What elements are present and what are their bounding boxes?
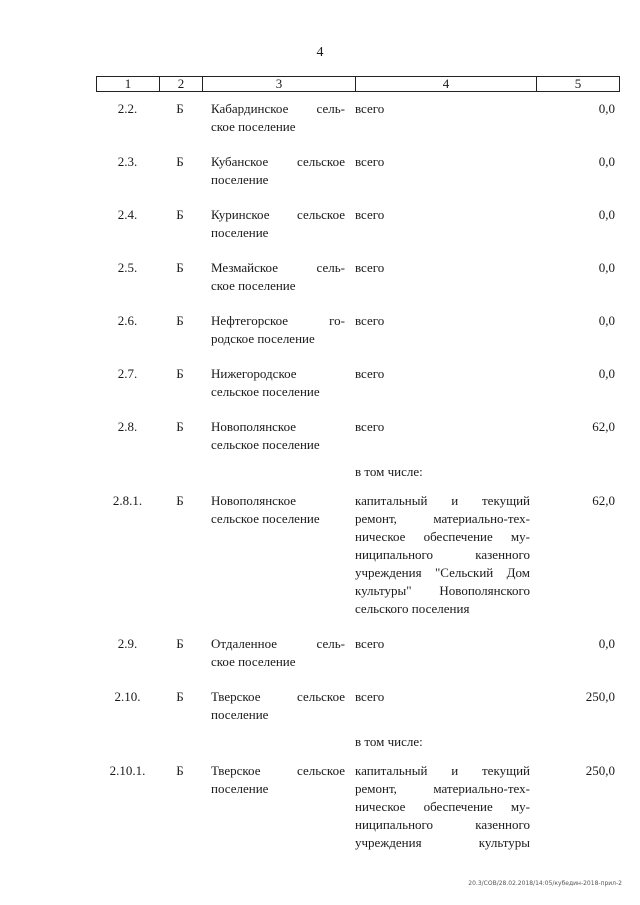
expense-description-line: в том числе:	[355, 464, 423, 479]
row-code: Б	[176, 366, 184, 381]
amount-value: 250,0	[585, 689, 615, 704]
expense-description-line: ниципального казенного	[355, 817, 530, 832]
settlement-name	[211, 762, 345, 798]
expense-description	[355, 153, 530, 171]
settlement-name-line: Новополянское	[211, 419, 297, 434]
column-header-table	[96, 76, 620, 92]
settlement-name	[211, 206, 345, 242]
settlement-name-line: поселение	[211, 781, 269, 796]
settlement-name-line: сельское поселение	[211, 437, 320, 452]
column-header-1: 1	[97, 77, 160, 92]
row-code: Б	[176, 207, 184, 222]
column-header-3: 3	[203, 77, 356, 92]
row-number: 2.2.	[117, 101, 138, 116]
column-header-4: 4	[356, 77, 537, 92]
row-number: 2.10.	[114, 689, 141, 704]
settlement-name-line: Нижегородское	[211, 366, 297, 381]
amount-value: 62,0	[592, 419, 615, 434]
row-code: Б	[176, 154, 184, 169]
expense-description-line: всего	[355, 689, 385, 704]
settlement-name	[211, 312, 345, 348]
settlement-name-line: поселение	[211, 172, 269, 187]
amount-value: 0,0	[598, 366, 615, 381]
settlement-name-line: ское поселение	[211, 278, 296, 293]
amount-value: 62,0	[592, 493, 615, 508]
settlement-name-line: Куринское сельское	[211, 207, 345, 222]
expense-description-line: в том числе:	[355, 734, 423, 749]
settlement-name-line: родское поселение	[211, 331, 315, 346]
expense-description-line: ремонт, материально-тех-	[355, 511, 530, 526]
expense-description	[355, 259, 530, 277]
amount-value: 0,0	[598, 260, 615, 275]
row-number: 2.10.1.	[109, 763, 146, 778]
row-number: 2.8.	[117, 419, 138, 434]
amount-value: 0,0	[598, 101, 615, 116]
settlement-name	[211, 688, 345, 724]
row-number: 2.7.	[117, 366, 138, 381]
expense-description-line: всего	[355, 366, 385, 381]
expense-description-line: ническое обеспечение му-	[355, 529, 530, 544]
amount-value: 0,0	[598, 636, 615, 651]
settlement-name	[211, 365, 345, 401]
settlement-name	[211, 100, 345, 136]
expense-description	[355, 418, 530, 436]
row-number: 2.3.	[117, 154, 138, 169]
expense-description-line: всего	[355, 260, 385, 275]
expense-description-line: всего	[355, 636, 385, 651]
amount-value: 0,0	[598, 207, 615, 222]
row-code: Б	[176, 689, 184, 704]
amount-value: 0,0	[598, 154, 615, 169]
expense-description	[355, 733, 530, 751]
expense-description	[355, 206, 530, 224]
row-code: Б	[176, 260, 184, 275]
row-number: 2.8.1.	[112, 493, 143, 508]
settlement-name	[211, 418, 345, 454]
row-code: Б	[176, 101, 184, 116]
settlement-name-line: сельское поселение	[211, 384, 320, 399]
column-header-5: 5	[537, 77, 620, 92]
settlement-name	[211, 153, 345, 189]
expense-description	[355, 100, 530, 118]
expense-description-line: капитальный и текущий	[355, 763, 530, 778]
expense-description-line: ническое обеспечение му-	[355, 799, 530, 814]
settlement-name	[211, 259, 345, 295]
row-code: Б	[176, 419, 184, 434]
settlement-name-line: поселение	[211, 707, 269, 722]
expense-description	[355, 312, 530, 330]
expense-description	[355, 635, 530, 653]
settlement-name-line: Кабардинское сель-	[211, 101, 345, 116]
row-code: Б	[176, 493, 184, 508]
settlement-name-line: Новополянское	[211, 493, 297, 508]
settlement-name-line: Тверское сельское	[211, 763, 345, 778]
settlement-name-line: поселение	[211, 225, 269, 240]
row-code: Б	[176, 313, 184, 328]
expense-description-line: учреждения "Сельский Дом	[355, 565, 530, 580]
column-header-2: 2	[160, 77, 203, 92]
settlement-name-line: Тверское сельское	[211, 689, 345, 704]
row-number: 2.5.	[117, 260, 138, 275]
expense-description-line: всего	[355, 419, 385, 434]
expense-description	[355, 762, 530, 852]
settlement-name-line: Нефтегорское го-	[211, 313, 345, 328]
settlement-name	[211, 492, 345, 528]
amount-value: 250,0	[585, 763, 615, 778]
page-number: 4	[316, 45, 324, 60]
expense-description	[355, 688, 530, 706]
row-code: Б	[176, 636, 184, 651]
footer-reference: 20.3/СОВ/28.02.2018/14:05/кубедин-2018-прил-2	[468, 880, 622, 887]
amount-value: 0,0	[598, 313, 615, 328]
settlement-name-line: ское поселение	[211, 119, 296, 134]
expense-description-line: всего	[355, 313, 385, 328]
settlement-name-line: Отдаленное сель-	[211, 636, 345, 651]
settlement-name-line: Мезмайское сель-	[211, 260, 345, 275]
expense-description-line: всего	[355, 154, 385, 169]
row-number: 2.4.	[117, 207, 138, 222]
settlement-name-line: ское поселение	[211, 654, 296, 669]
expense-description-line: сельского поселения	[355, 601, 470, 616]
expense-description-line: учреждения культуры	[355, 835, 530, 850]
expense-description-line: всего	[355, 207, 385, 222]
expense-description	[355, 365, 530, 383]
expense-description-line: всего	[355, 101, 385, 116]
expense-description-line: культуры" Новополянского	[355, 583, 530, 598]
settlement-name-line: сельское поселение	[211, 511, 320, 526]
expense-description-line: капитальный и текущий	[355, 493, 530, 508]
row-number: 2.6.	[117, 313, 138, 328]
expense-description	[355, 463, 530, 481]
row-code: Б	[176, 763, 184, 778]
expense-description-line: ремонт, материально-тех-	[355, 781, 530, 796]
expense-description	[355, 492, 530, 618]
settlement-name-line: Кубанское сельское	[211, 154, 345, 169]
expense-description-line: ниципального казенного	[355, 547, 530, 562]
row-number: 2.9.	[117, 636, 138, 651]
settlement-name	[211, 635, 345, 671]
